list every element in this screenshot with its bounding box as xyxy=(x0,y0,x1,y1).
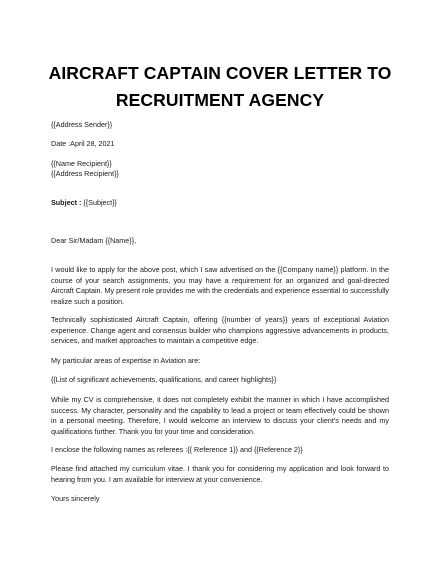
title-line-1: AIRCRAFT CAPTAIN COVER LETTER TO xyxy=(48,63,392,83)
letter-title xyxy=(20,60,420,114)
paragraph-experience: Technically sophisticated Aircraft Captain, offering {{number of years}} years of exceptional Aviation experience. Change agent and consensus builder who champions aggressive advancements in products, services, and market approaches to maintain a competitive edge. xyxy=(51,315,389,345)
paragraph-application: I would like to apply for the above post, which I saw advertised on the {{Company name}} platform. In the course of your search assignments, you may have a requirement for an organized and goal-directed Aircraft Captain. My present role provides me with the credentials and experience essential to successfully realize such a position. xyxy=(51,265,389,306)
paragraph-closing-remarks: Please find attached my curriculum vitae. I thank you for considering my application and look forward to hearing from you. I am available for interview at your convenience. xyxy=(51,464,389,484)
address-sender: {{Address Sender}} xyxy=(51,120,113,129)
salutation: Dear Sir/Madam {{Name}}, xyxy=(51,236,137,245)
paragraph-expertise-intro: My particular areas of expertise in Aviation are: xyxy=(51,356,201,365)
paragraph-references: I enclose the following names as referees :{{ Reference 1}} and {{Reference 2}} xyxy=(51,445,303,454)
paragraph-cv: While my CV is comprehensive, it does not completely exhibit the manner in which I have accomplished success. My character, personality and the capability to lead a project or team effectively could be shown in a personal meeting. Therefore, I would welcome an interview to discuss your client's needs and my qualifications further. Thank you for your time and consideration. xyxy=(51,395,389,436)
letter-date: Date :April 28, 2021 xyxy=(51,139,115,148)
closing-line: Yours sincerely xyxy=(51,494,100,503)
subject-line xyxy=(51,198,389,209)
subject-label: Subject : xyxy=(51,198,82,207)
address-recipient: {{Address Recipient}} xyxy=(51,169,119,178)
paragraph-achievements: {{List of significant achievements, qualifications, and career highlights}} xyxy=(51,375,277,384)
name-recipient: {{Name Recipient}} xyxy=(51,159,112,168)
title-line-2: RECRUITMENT AGENCY xyxy=(115,90,325,110)
subject-value: {{Subject}} xyxy=(81,198,117,207)
